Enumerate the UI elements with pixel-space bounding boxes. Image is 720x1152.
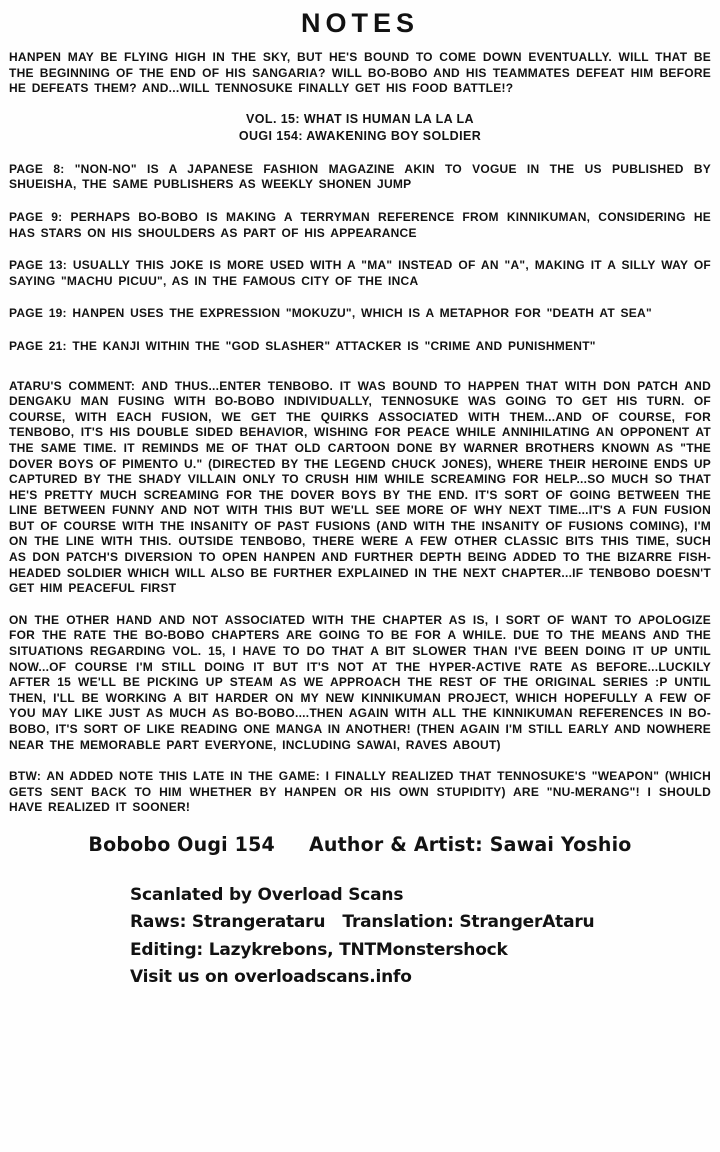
credit-editing: Editing: Lazykrebons, TNTMonstershock [130, 939, 508, 960]
btw-note: BTW: AN ADDED NOTE THIS LATE IN THE GAME: I FINALLY REALIZED THAT TENNOSUKE'S "WEAPON" (WHICH GETS SENT BACK TO HIM WHETHER BY HANPEN OR HIS OWN STUPIDITY) ARE "NU-MERANG"! I SHOULD HAVE REALIZED IT SOONER! [9, 769, 711, 815]
schedule-comment: ON THE OTHER HAND AND NOT ASSOCIATED WITH THE CHAPTER AS IS, I SORT OF WANT TO APOLOGIZE FOR THE RATE THE BO-BOBO CHAPTERS ARE GOING TO BE FOR A WHILE. DUE TO THE MEANS AND THE SITUATIONS REGARDING VOL. 15, I HAVE TO DO THAT A BIT SLOWER THAN I'VE BEEN DOING IT UP UNTIL NOW...OF COURSE I'M STILL DOING IT BUT IT'S NOT AT THE HYPER-ACTIVE RATE AS BEFORE...LUCKILY AFTER 15 WE'LL BE PICKING UP STEAM AS WE APPROACH THE REST OF THE ORIGINAL SERIES :P UNTIL THEN, I'LL BE WORKING A BIT HARDER ON MY NEW KINNIKUMAN PROJECT, WHICH HOPEFULLY A FEW OF YOU MAY LIKE JUST AS MUCH AS BO-BOBO....THEN AGAIN WITH ALL THE KINNIKUMAN REFERENCES IN BO-BOBO, IT'S SORT OF LIKE READING ONE MANGA IN ANOTHER! (THEN AGAIN I'M STILL EARLY AND NOWHERE NEAR THE MEMORABLE PART EVERYONE, INCLUDING SAWAI, RAVES ABOUT) [9, 612, 711, 752]
note-page-8: PAGE 8: "NON-NO" IS A JAPANESE FASHION MAGAZINE AKIN TO VOGUE IN THE US PUBLISHED BY SHUEISHA, THE SAME PUBLISHERS AS WEEKLY SHONEN JUMP [9, 161, 711, 192]
note-page-9: PAGE 9: PERHAPS BO-BOBO IS MAKING A TERRYMAN REFERENCE FROM KINNIKUMAN, CONSIDERING HE HAS STARS ON HIS SHOULDERS AS PART OF HIS APPEARANCE [9, 209, 711, 240]
author-credit: Author & Artist: Sawai Yoshio [308, 833, 632, 857]
note-page-19: PAGE 19: HANPEN USES THE EXPRESSION "MOKUZU", WHICH IS A METAPHOR FOR "DEATH AT SEA" [9, 306, 652, 321]
series-credit: Bobobo Ougi 154 [88, 833, 275, 857]
volume-chapter-block [9, 111, 711, 145]
credit-scanlated: Scanlated by Overload Scans [130, 884, 404, 905]
ataru-comment: ATARU'S COMMENT: AND THUS...ENTER TENBOBO. IT WAS BOUND TO HAPPEN THAT WITH DON PATCH AND DENGAKU MAN FUSING WITH BO-BOBO INDIVIDUALLY, TENNOSUKE WAS GOING TO GET HIS TURN. OF COURSE, WITH EACH FUSION, WE GET THE QUIRKS ASSOCIATED WITH THEM...AND OF COURSE, FOR TENBOBO, IT'S HIS DOUBLE SIDED BEHAVIOR, WISHING FOR PEACE WHILE ANNIHILATING AN OPPONENT AT THE SAME TIME. IT REMINDS ME OF THAT OLD CARTOON DONE BY WARNER BROTHERS KNOWN AS "THE DOVER BOYS OF PIMENTO U." (DIRECTED BY THE LEGEND CHUCK JONES), WHERE THEIR HEROINE ENDS UP CAPTURED BY THE SHADY VILLAIN ONLY TO CRUSH HIM WHILE SCREAMING FOR HELP...SO MUCH SO THAT HE'S PRETTY MUCH SCREAMING FOR THE DOVER BOYS BY THE END. IT'S SORT OF GOING BETWEEN THE LINE BETWEEN FUNNY AND NOT WITH THIS BUT WE'LL SEE MORE OF WHY NEXT TIME...IT'S A FUN FUSION BUT OF COURSE WITH THE INSANITY OF PAST FUSIONS (AND WITH THE INSANITY OF FUSIONS COMING), I'M ON THE LINE WITH THIS. OUTSIDE TENBOBO, THERE WERE A FEW OTHER CLASSIC BITS THIS TIME, SUCH AS DON PATCH'S DIVERSION TO OPEN HANPEN AND FURTHER DEPTH BEING ADDED TO THE BIZARRE FISH-HEADED SOLDIER WHICH WILL ALSO BE FURTHER EXPLAINED IN THE NEXT CHAPTER...IF TENBOBO DOESN'T GET HIM PEACEFUL FIRST [9, 378, 711, 596]
note-page-13: PAGE 13: USUALLY THIS JOKE IS MORE USED WITH A "MA" INSTEAD OF AN "A", MAKING IT A SILLY WAY OF SAYING "MACHU PICUU", AS IN THE FAMOUS CITY OF THE INCA [9, 258, 711, 288]
page-title: NOTES [300, 8, 419, 38]
intro-paragraph: HANPEN MAY BE FLYING HIGH IN THE SKY, BUT HE'S BOUND TO COME DOWN EVENTUALLY. WILL THAT BE THE BEGINNING OF THE END OF HIS SANGARIA? WILL BO-BOBO AND HIS TEAMMATES DEFEAT HIM BEFORE HE DEFEATS THEM? AND...WILL TENNOSUKE FINALLY GET HIS FOOD BATTLE!? [9, 50, 711, 96]
volume-title: VOL. 15: WHAT IS HUMAN LA LA LA [246, 111, 474, 126]
chapter-title: OUGI 154: AWAKENING BOY SOLDIER [238, 128, 482, 143]
series-author-line [9, 834, 711, 857]
credit-raws-translation: Raws: Strangerataru Translation: StrangerAtaru [130, 912, 595, 933]
scanlation-credits [130, 882, 711, 992]
credit-website: Visit us on overloadscans.info [130, 967, 412, 988]
note-page-21: PAGE 21: THE KANJI WITHIN THE "GOD SLASHER" ATTACKER IS "CRIME AND PUNISHMENT" [9, 338, 596, 353]
